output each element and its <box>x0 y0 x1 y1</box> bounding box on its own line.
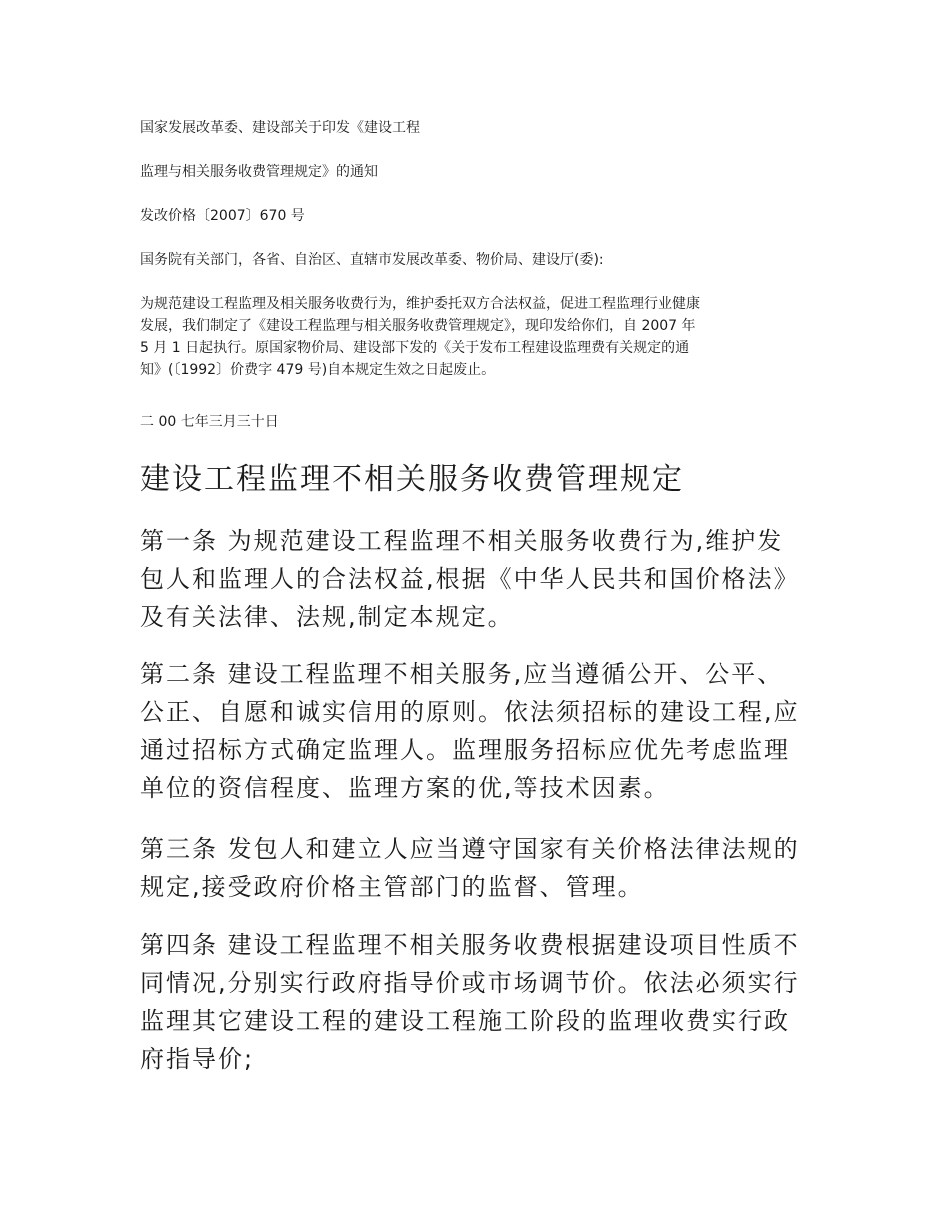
article-line: 通过招标方式确定监理人。监理服务招标应优先考虑监理 <box>140 736 790 764</box>
notice-title-line: 国家发展改革委、建设部关于印发《建设工程 <box>140 120 420 136</box>
article-1 <box>140 522 820 636</box>
notice-body-line: 发展，我们制定了《建设工程监理与相关服务收费管理规定》，现印发给你们，自 2007 年 <box>140 318 696 334</box>
notice-title-continued <box>140 161 810 183</box>
notice-body-line: 知》(〔1992〕价费字 479 号)自本规定生效之日起废止。 <box>140 362 496 378</box>
notice-date: 二 00 七年三月三十日 <box>140 414 279 430</box>
notice-body-line: 5 月 1 日起执行。原国家物价局、建设部下发的《关于发布工程建设监理费有关规定的通 <box>140 340 690 356</box>
article-4 <box>140 926 820 1078</box>
article-line: 监理其它建设工程的建设工程施工阶段的监理收费实行政 <box>140 1007 790 1035</box>
notice-body-line: 为规范建设工程监理及相关服务收费行为，维护委托双方合法权益，促进工程监理行业健康 <box>140 296 700 312</box>
regulation-title: 建设工程监理不相关服务收费管理规定 <box>140 462 684 497</box>
article-line: 同情况,分别实行政府指导价或市场调节价。依法必须实行 <box>140 969 800 997</box>
article-line: 府指导价; <box>140 1045 255 1073</box>
article-line: 单位的资信程度、监理方案的优,等技术因素。 <box>140 774 670 802</box>
article-line: 公正、自愿和诚实信用的原则。依法须招标的建设工程,应 <box>140 698 800 726</box>
article-line: 第二条 建设工程监理不相关服务,应当遵循公开、公平、 <box>140 660 784 688</box>
article-line: 包人和监理人的合法权益,根据《中华人民共和国价格法》 <box>140 565 800 593</box>
article-line: 第三条 发包人和建立人应当遵守国家有关价格法律法规的 <box>140 835 800 863</box>
article-line: 第一条 为规范建设工程监理不相关服务收费行为,维护发 <box>140 527 784 555</box>
notice-body <box>140 293 810 381</box>
document-number: 发改价格〔2007〕670 号 <box>140 208 305 224</box>
article-line: 规定,接受政府价格主管部门的监督、管理。 <box>140 873 644 901</box>
article-line: 第四条 建设工程监理不相关服务收费根据建设项目性质不 <box>140 931 800 959</box>
notice-title <box>140 117 810 139</box>
article-line: 及有关法律、法规,制定本规定。 <box>140 603 514 631</box>
notice-title-line: 监理与相关服务收费管理规定》的通知 <box>140 164 378 180</box>
article-3 <box>140 830 820 906</box>
addressee: 国务院有关部门，各省、自治区、直辖市发展改革委、物价局、建设厅(委): <box>140 252 604 268</box>
article-2 <box>140 655 820 807</box>
